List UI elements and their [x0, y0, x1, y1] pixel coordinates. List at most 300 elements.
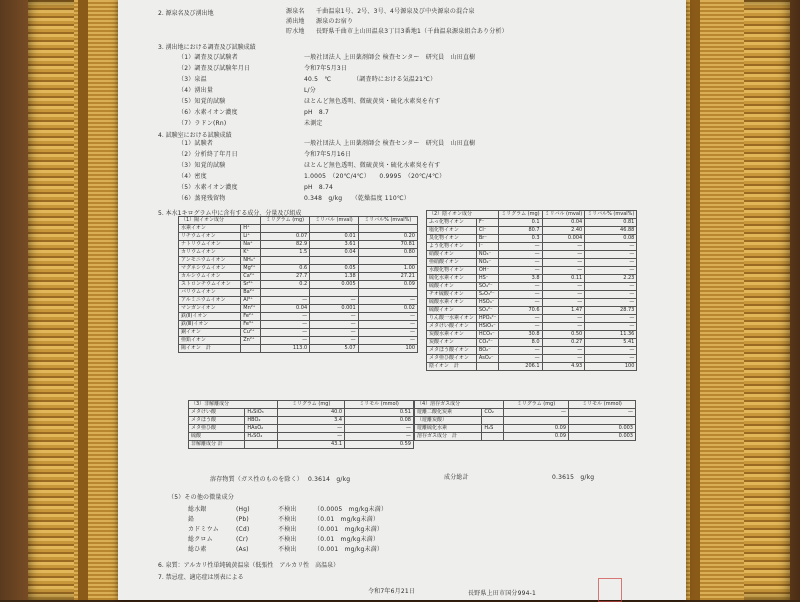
component-symbol: Cl⁻: [476, 227, 498, 235]
component-symbol: HCO₃⁻: [476, 331, 498, 339]
component-name: カリウムイオン: [179, 249, 241, 257]
component-value: —: [585, 315, 637, 323]
composition-value: 0.3615 g/kg: [552, 474, 595, 481]
component-value: 0.04: [310, 249, 359, 257]
component-value: 1.47: [542, 307, 585, 315]
component-value: —: [542, 347, 585, 355]
lab-address: 長野県上田市国分994-1: [468, 590, 537, 597]
component-value: 100: [585, 363, 637, 371]
component-symbol: HSO₄⁻: [476, 299, 498, 307]
component-symbol: [482, 433, 504, 441]
table-row: [189, 441, 414, 449]
component-symbol: Li⁺: [241, 233, 261, 241]
component-symbol: [482, 417, 504, 425]
component-symbol: [245, 441, 278, 449]
component-value: —: [358, 313, 417, 321]
component-name: アルミニウムイオン: [179, 297, 241, 305]
component-name: 硫化水素イオン: [427, 275, 477, 283]
site-row-name: （3）泉温: [178, 76, 207, 83]
component-symbol: Fe³⁺: [241, 321, 261, 329]
component-name: メタけい酸: [189, 409, 245, 417]
component-value: —: [542, 259, 585, 267]
table-row: [427, 243, 637, 251]
micro-component-cell: （0.0005 mg/kg未満）: [314, 506, 388, 513]
component-value: 0.11: [542, 275, 585, 283]
component-value: [310, 289, 359, 297]
table-row: [179, 265, 418, 273]
table-row: [427, 275, 637, 283]
component-symbol: CO₃²⁻: [476, 339, 498, 347]
component-value: [504, 417, 569, 425]
component-symbol: HS⁻: [476, 275, 498, 283]
component-value: 206.1: [499, 363, 542, 371]
component-value: 28.73: [585, 307, 637, 315]
component-value: 0.003: [569, 425, 636, 433]
component-value: 30.8: [499, 331, 542, 339]
component-value: —: [499, 291, 542, 299]
table-row: [179, 289, 418, 297]
component-symbol: K⁺: [241, 249, 261, 257]
component-value: 8.0: [499, 339, 542, 347]
component-value: [260, 257, 309, 265]
component-value: 0.80: [358, 249, 417, 257]
column-header: ミリモル (mmol): [569, 401, 636, 409]
component-name: 硫酸イオン: [427, 307, 477, 315]
component-value: 0.09: [358, 281, 417, 289]
table-row: [179, 257, 418, 265]
table-row: [179, 345, 418, 353]
column-header: ミリバル% (mval%): [585, 211, 637, 219]
component-value: 1.38: [310, 273, 359, 281]
component-value: —: [499, 323, 542, 331]
component-value: 2.40: [542, 227, 585, 235]
component-name: 溶存ガス成分 計: [415, 433, 482, 441]
table-row: [179, 297, 418, 305]
lab-row-name: （6）蒸発残留物: [178, 195, 226, 202]
component-value: 27.7: [260, 273, 309, 281]
component-value: —: [542, 251, 585, 259]
column-header: ミリグラム (mg): [278, 401, 345, 409]
table-row: [427, 315, 637, 323]
lab-row-value: pH 8.74: [304, 184, 334, 191]
component-value: 70.81: [358, 241, 417, 249]
micro-component-cell: 不検出: [278, 536, 297, 543]
component-symbol: CO₂: [482, 409, 504, 417]
component-symbol: [241, 345, 261, 353]
analysis-certificate: [118, 0, 686, 600]
component-value: —: [345, 425, 414, 433]
component-value: 0.01: [310, 233, 359, 241]
component-name: 鉄(Ⅲ)イオン: [179, 321, 241, 329]
table-row: [415, 409, 636, 417]
component-symbol: S₂O₃²⁻: [476, 291, 498, 299]
micro-component-cell: （0.001 mg/kg未満）: [314, 526, 384, 533]
table-row: [189, 433, 414, 441]
site-row-name: （2）調査及び試験年月日: [178, 65, 251, 72]
table-title: （1）陽イオン成分: [179, 217, 261, 225]
component-name: 遊離二酸化炭素: [415, 409, 482, 417]
micro-component-cell: 不検出: [278, 526, 297, 533]
component-value: —: [310, 337, 359, 345]
component-value: —: [542, 355, 585, 363]
component-name: リチウムイオン: [179, 233, 241, 241]
solute-label: 溶存物質（ガス性のものを除く）: [210, 476, 304, 483]
component-value: —: [585, 355, 637, 363]
component-value: —: [358, 337, 417, 345]
component-value: 0.3: [499, 235, 542, 243]
table-row: [179, 273, 418, 281]
table-row: [179, 241, 418, 249]
component-name: メタほう酸: [189, 417, 245, 425]
component-name: りん酸一水素イオン: [427, 315, 477, 323]
component-name: メタ亜ひ酸イオン: [427, 355, 477, 363]
micro-component-cell: (Hg): [236, 506, 250, 513]
table-row: [427, 299, 637, 307]
component-name: メタ亜ひ酸: [189, 425, 245, 433]
table-title: （2）陰イオン成分: [427, 211, 499, 219]
solute-value: 0.3614 g/kg: [308, 476, 351, 483]
site-row-name: （4）湧出量: [178, 87, 214, 94]
component-symbol: H⁺: [241, 225, 261, 233]
component-name: 陰イオン 計: [427, 363, 477, 371]
component-name: 硫酸水素イオン: [427, 299, 477, 307]
micro-component-cell: (Cd): [236, 526, 250, 533]
component-name: カルシウムイオン: [179, 273, 241, 281]
micro-component-cell: 総水銀: [188, 506, 207, 513]
component-value: 0.07: [260, 233, 309, 241]
component-name: マンガンイオン: [179, 305, 241, 313]
component-value: [260, 225, 309, 233]
component-value: —: [358, 329, 417, 337]
component-name: チオ硫酸イオン: [427, 291, 477, 299]
component-value: —: [499, 267, 542, 275]
lab-row-name: （5）水素イオン濃度: [178, 184, 238, 191]
component-value: 100: [358, 345, 417, 353]
site-row-name: （5）知覚的試験: [178, 98, 226, 105]
component-value: —: [569, 409, 636, 417]
component-value: 0.001: [310, 305, 359, 313]
frame-edge-left: [78, 0, 88, 600]
component-value: 3.61: [310, 241, 359, 249]
issue-date: 令和7年6月21日: [368, 588, 416, 595]
lab-row-name: （3）知覚的試験: [178, 162, 226, 169]
table-row: [179, 321, 418, 329]
column-header: ミリグラム (mg): [499, 211, 542, 219]
component-value: —: [310, 321, 359, 329]
micro-component-cell: 鉛: [188, 516, 195, 523]
table-row: [179, 281, 418, 289]
component-symbol: Ca²⁺: [241, 273, 261, 281]
component-symbol: F⁻: [476, 219, 498, 227]
micro-component-cell: （0.001 mg/kg未満）: [314, 546, 384, 553]
component-value: 0.08: [585, 235, 637, 243]
component-value: [569, 417, 636, 425]
component-symbol: NH₄⁺: [241, 257, 261, 265]
component-name: 水素イオン: [179, 225, 241, 233]
component-value: 0.51: [345, 409, 414, 417]
component-value: 0.6: [260, 265, 309, 273]
component-value: —: [499, 283, 542, 291]
micro-component-cell: 不検出: [278, 516, 297, 523]
component-value: 80.7: [499, 227, 542, 235]
component-name: 鉄(Ⅱ)イオン: [179, 313, 241, 321]
component-symbol: OH⁻: [476, 267, 498, 275]
component-name: ナトリウムイオン: [179, 241, 241, 249]
table-row: [179, 305, 418, 313]
section-6-heading: 6. 泉質：アルカリ性単純硫黄温泉（低張性 アルカリ性 高温泉）: [158, 562, 340, 569]
source-place: 源泉のお宿り: [316, 18, 354, 25]
component-symbol: Al³⁺: [241, 297, 261, 305]
table-title: （4）溶存ガス成分: [415, 401, 504, 409]
component-value: 46.88: [585, 227, 637, 235]
component-symbol: Mn²⁺: [241, 305, 261, 313]
component-value: —: [585, 259, 637, 267]
component-value: 0.59: [345, 441, 414, 449]
component-value: [260, 289, 309, 297]
lab-row-value: 令和7年5月16日: [304, 151, 352, 158]
table-row: [189, 409, 414, 417]
component-value: 0.04: [542, 219, 585, 227]
component-name: バリウムイオン: [179, 289, 241, 297]
component-symbol: Sr²⁺: [241, 281, 261, 289]
component-value: 1.5: [260, 249, 309, 257]
component-symbol: Cu²⁺: [241, 329, 261, 337]
table-row: [427, 339, 637, 347]
component-name: 硝酸イオン: [427, 251, 477, 259]
component-value: 0.50: [542, 331, 585, 339]
component-symbol: Zn²⁺: [241, 337, 261, 345]
table-row: [179, 233, 418, 241]
component-name: アンモニウムイオン: [179, 257, 241, 265]
component-value: —: [310, 329, 359, 337]
component-value: —: [585, 299, 637, 307]
component-symbol: BO₂⁻: [476, 347, 498, 355]
lab-row-value: 0.348 g/kg （乾燥温度 110℃）: [304, 195, 410, 202]
component-value: —: [345, 433, 414, 441]
component-name: 銅イオン: [179, 329, 241, 337]
component-value: —: [542, 291, 585, 299]
lab-row-name: （2）分析終了年月日: [178, 151, 238, 158]
component-value: —: [358, 321, 417, 329]
component-value: —: [499, 259, 542, 267]
official-seal-stamp: [598, 578, 622, 602]
component-name: メタけい酸イオン: [427, 323, 477, 331]
component-value: —: [585, 243, 637, 251]
component-value: 113.0: [260, 345, 309, 353]
lab-row-value: 1.0005 （20℃/4℃） 0.9995 （20℃/4℃）: [304, 173, 446, 180]
section-7-heading: 7. 禁忌症、適応症は別表による: [158, 574, 244, 581]
micro-component-cell: （0.01 mg/kg未満）: [314, 536, 380, 543]
component-name: 硫酸: [189, 433, 245, 441]
table-row: [427, 363, 637, 371]
site-row-name: （7）ラドン(Rn): [178, 120, 227, 127]
component-value: 0.08: [345, 417, 414, 425]
lab-row-name: （4）密度: [178, 173, 207, 180]
micro-component-cell: 総ひ素: [188, 546, 207, 553]
column-header: ミリバル (mval): [310, 217, 359, 225]
component-name: 遊離硫化水素: [415, 425, 482, 433]
component-value: 5.07: [310, 345, 359, 353]
component-value: —: [260, 321, 309, 329]
site-row-name: （6）水素イオン濃度: [178, 109, 238, 116]
site-row-name: （1）調査及び試験者: [178, 54, 238, 61]
component-name: 炭酸イオン: [427, 339, 477, 347]
component-value: 2.23: [585, 275, 637, 283]
component-value: —: [542, 299, 585, 307]
component-value: —: [585, 291, 637, 299]
source-owner: 長野県千曲市上山田温泉3丁目3番地1（千曲温泉源泉組合あり分析）: [316, 28, 508, 35]
component-name: 非解離成分 計: [189, 441, 245, 449]
table-row: [427, 355, 637, 363]
component-value: [358, 257, 417, 265]
table-row: [189, 425, 414, 433]
component-value: 0.09: [504, 425, 569, 433]
component-name: 水酸化物イオン: [427, 267, 477, 275]
component-value: 0.02: [358, 305, 417, 313]
component-value: 0.005: [310, 281, 359, 289]
component-value: —: [499, 299, 542, 307]
table-row: [179, 313, 418, 321]
table-row: [427, 235, 637, 243]
table-row: [427, 267, 637, 275]
lab-row-value: ほとんど無色透明、微硫黄臭・硫化水素臭を有す: [304, 162, 441, 169]
site-row-value: 一般社団法人 上田薬剤師会 検査センター 研究員 山田直樹: [304, 54, 476, 61]
component-symbol: HAsO₂: [245, 425, 278, 433]
table-row: [415, 425, 636, 433]
component-name: 臭化物イオン: [427, 235, 477, 243]
micro-component-cell: (As): [236, 546, 249, 553]
cation-table: [178, 216, 418, 353]
source-place-label: 湧出地: [286, 18, 305, 25]
component-name: 硫酸イオン: [427, 283, 477, 291]
component-symbol: I⁻: [476, 243, 498, 251]
component-symbol: Br⁻: [476, 235, 498, 243]
component-symbol: Ba²⁺: [241, 289, 261, 297]
component-value: —: [542, 267, 585, 275]
component-value: [310, 257, 359, 265]
component-value: —: [504, 409, 569, 417]
component-name: 塩化物イオン: [427, 227, 477, 235]
component-symbol: SO₄²⁻: [476, 307, 498, 315]
component-value: 3.8: [499, 275, 542, 283]
anion-table: [426, 210, 637, 371]
component-name: 亜鉛イオン: [179, 337, 241, 345]
component-value: 40.0: [278, 409, 345, 417]
component-symbol: NO₂⁻: [476, 259, 498, 267]
component-value: [358, 289, 417, 297]
table-row: [427, 251, 637, 259]
component-symbol: H₂SO₄: [245, 433, 278, 441]
source-name: 千曲温泉1号、2号、3号、4号源泉及び中央源泉の混合泉: [316, 8, 475, 15]
component-value: —: [260, 329, 309, 337]
column-header: ミリグラム (mg): [504, 401, 569, 409]
component-value: —: [542, 323, 585, 331]
component-value: —: [585, 283, 637, 291]
component-value: 3.4: [278, 417, 345, 425]
component-value: 0.004: [542, 235, 585, 243]
component-value: —: [278, 425, 345, 433]
table-row: [415, 433, 636, 441]
component-name: ストロンチウムイオン: [179, 281, 241, 289]
component-value: 0.04: [260, 305, 309, 313]
component-value: 0.27: [542, 339, 585, 347]
section-5-heading: 5. 本水1キログラム中に含有する成分、分量及び組成: [158, 210, 302, 217]
lab-row-value: 一般社団法人 上田薬剤師会 検査センター 研究員 山田直樹: [304, 140, 476, 147]
table-row: [427, 227, 637, 235]
component-symbol: Fe²⁺: [241, 313, 261, 321]
site-row-value: pH 8.7: [304, 109, 330, 116]
component-value: 1.00: [358, 265, 417, 273]
source-name-label: 源泉名: [286, 8, 305, 15]
component-value: [310, 225, 359, 233]
component-symbol: HPO₄²⁻: [476, 315, 498, 323]
table-row: [415, 417, 636, 425]
component-value: [358, 225, 417, 233]
component-value: 43.1: [278, 441, 345, 449]
table-row: [179, 337, 418, 345]
component-name: 亜硝酸イオン: [427, 259, 477, 267]
component-name: よう化物イオン: [427, 243, 477, 251]
column-header: ミリグラム (mg): [260, 217, 309, 225]
site-row-value: 未測定: [304, 120, 323, 127]
component-value: —: [542, 283, 585, 291]
component-value: —: [278, 433, 345, 441]
component-value: 0.05: [310, 265, 359, 273]
component-value: 11.36: [585, 331, 637, 339]
site-row-value: 令和7年5月3日: [304, 65, 348, 72]
component-value: —: [499, 347, 542, 355]
component-value: —: [585, 323, 637, 331]
component-value: —: [585, 251, 637, 259]
component-symbol: AsO₂⁻: [476, 355, 498, 363]
component-symbol: HBO₂: [245, 417, 278, 425]
table-row: [179, 329, 418, 337]
component-name: マグネシウムイオン: [179, 265, 241, 273]
component-name: 炭酸水素イオン: [427, 331, 477, 339]
component-value: 0.003: [569, 433, 636, 441]
component-value: —: [499, 251, 542, 259]
micro-title: （5）その他の微量成分: [168, 494, 235, 501]
table-title: （3）非解離成分: [189, 401, 278, 409]
site-row-value: 40.5 ℃ （調査時における気温21℃）: [304, 76, 437, 83]
component-value: 0.20: [358, 233, 417, 241]
component-value: —: [499, 355, 542, 363]
table-row: [189, 417, 414, 425]
component-value: —: [260, 337, 309, 345]
micro-component-cell: 不検出: [278, 506, 297, 513]
component-symbol: Na⁺: [241, 241, 261, 249]
component-value: —: [310, 313, 359, 321]
component-value: —: [542, 315, 585, 323]
source-owner-label: 貯水地: [286, 28, 305, 35]
component-value: 0.09: [504, 433, 569, 441]
table-row: [179, 249, 418, 257]
column-header: ミリモル (mmol): [345, 401, 414, 409]
component-value: —: [358, 297, 417, 305]
component-value: —: [585, 267, 637, 275]
table-row: [427, 307, 637, 315]
gas-table: [414, 400, 636, 441]
component-value: —: [585, 347, 637, 355]
component-symbol: H₂SiO₃: [245, 409, 278, 417]
table-row: [427, 291, 637, 299]
component-name: （遊離炭酸）: [415, 417, 482, 425]
component-symbol: HSiO₃⁻: [476, 323, 498, 331]
table-row: [427, 283, 637, 291]
composition-label: 成分総計: [444, 474, 469, 481]
micro-component-cell: （0.01 mg/kg未満）: [314, 516, 380, 523]
component-value: —: [499, 315, 542, 323]
